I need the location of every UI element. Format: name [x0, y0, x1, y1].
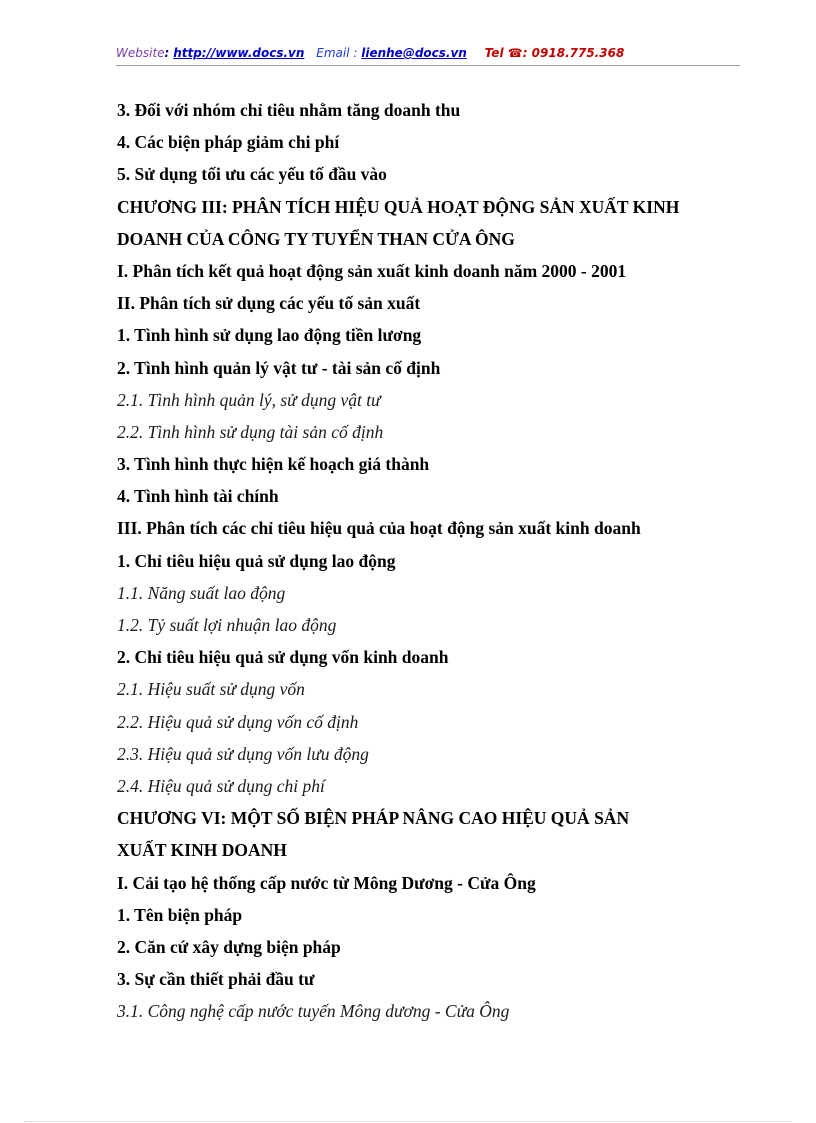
toc-subentry: 2.2. Tình hình sử dụng tài sản cố định: [117, 421, 384, 442]
email-link[interactable]: lienhe@docs.vn: [361, 46, 467, 60]
toc-entry: III. Phân tích các chỉ tiêu hiệu quả của hoạt động sản xuất kinh doanh: [117, 518, 641, 539]
table-of-contents: [117, 96, 757, 1029]
email-label: Email :: [316, 46, 358, 60]
footer-divider: [24, 1121, 792, 1122]
toc-entry: 1. Tên biện pháp: [117, 904, 243, 925]
toc-entry: DOANH CỦA CÔNG TY TUYỂN THAN CỬA ÔNG: [117, 228, 515, 249]
header-divider: [116, 65, 740, 66]
website-link[interactable]: http://www.docs.vn: [173, 46, 305, 60]
toc-subentry: 2.4. Hiệu quả sử dụng chi phí: [117, 775, 325, 796]
toc-entry: CHƯƠNG VI: MỘT SỐ BIỆN PHÁP NÂNG CAO HIỆU QUẢ SẢN: [117, 808, 630, 829]
toc-subentry: 1.2. Tỷ suất lợi nhuận lao động: [117, 615, 337, 635]
tel-number: : 0918.775.368: [522, 46, 625, 60]
toc-subentry: 3.1. Công nghệ cấp nước tuyến Mông dương - Cửa Ông: [117, 1001, 510, 1022]
toc-entry: II. Phân tích sử dụng các yếu tố sản xuất: [117, 293, 421, 314]
toc-entry: 1. Chỉ tiêu hiệu quả sử dụng lao động: [117, 550, 396, 571]
toc-entry: XUẤT KINH DOANH: [117, 840, 287, 861]
website-label: Website: [116, 46, 165, 60]
toc-entry: 3. Sự cần thiết phải đầu tư: [117, 969, 315, 990]
toc-entry: 3. Đối với nhóm chỉ tiêu nhằm tăng doanh thu: [117, 100, 461, 120]
toc-entry: I. Cải tạo hệ thống cấp nước từ Mông Dương - Cửa Ông: [117, 872, 536, 893]
toc-entry: 2. Tình hình quản lý vật tư - tài sản cố định: [117, 357, 441, 378]
tel-label: Tel: [484, 46, 504, 60]
toc-entry: 4. Các biện pháp giảm chi phí: [117, 132, 340, 153]
toc-entry: CHƯƠNG III: PHÂN TÍCH HIỆU QUẢ HOẠT ĐỘNG SẢN XUẤT KINH: [117, 196, 680, 217]
toc-subentry: 2.1. Tình hình quản lý, sử dụng vật tư: [117, 389, 381, 410]
toc-entry: 2. Căn cứ xây dựng biện pháp: [117, 936, 341, 957]
toc-entry: 3. Tình hình thực hiện kế hoạch giá thành: [117, 454, 430, 475]
toc-subentry: 2.3. Hiệu quả sử dụng vốn lưu động: [117, 743, 369, 764]
toc-entry: 5. Sử dụng tối ưu các yếu tố đầu vào: [117, 164, 387, 185]
toc-subentry: 2.1. Hiệu suất sử dụng vốn: [117, 679, 305, 700]
toc-subentry: 1.1. Năng suất lao động: [117, 582, 286, 603]
toc-entry: I. Phân tích kết quả hoạt động sản xuất kinh doanh năm 2000 - 2001: [117, 260, 627, 281]
website-colon: :: [164, 46, 170, 60]
toc-entry: 4. Tình hình tài chính: [117, 486, 279, 507]
toc-entry: 1. Tình hình sử dụng lao động tiền lương: [117, 325, 422, 346]
tel-info: [485, 46, 625, 60]
toc-subentry: 2.2. Hiệu quả sử dụng vốn cố định: [117, 711, 359, 732]
phone-icon: ☎: [507, 46, 523, 60]
toc-entry: 2. Chỉ tiêu hiệu quả sử dụng vốn kinh doanh: [117, 647, 449, 668]
